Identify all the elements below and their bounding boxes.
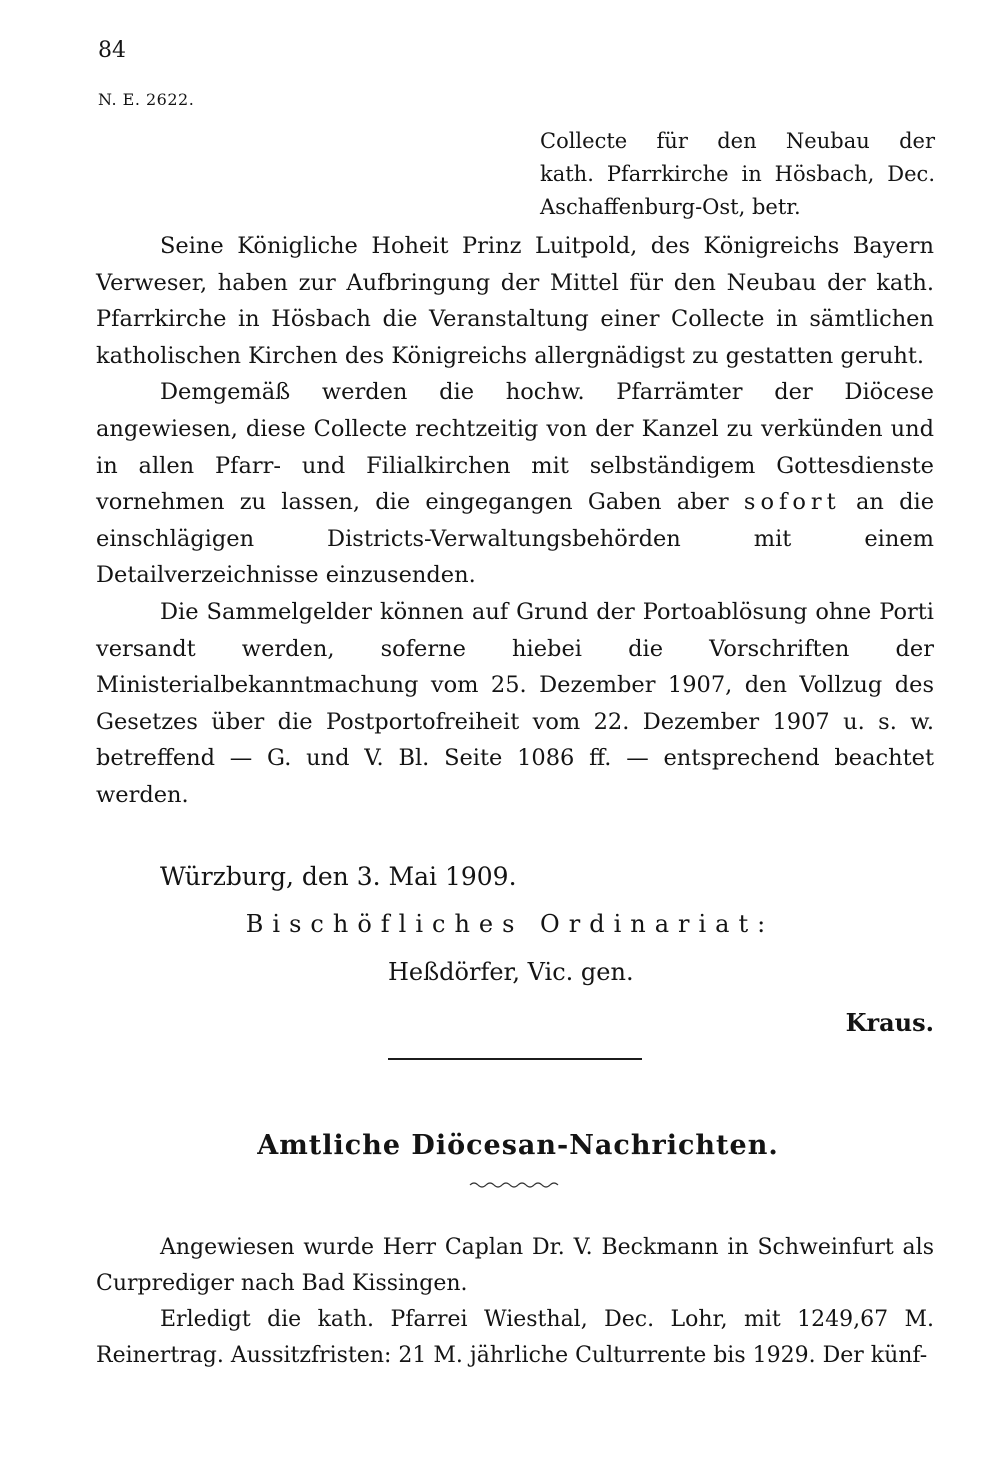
subject-line: kath. Pfarrkirche in Hösbach, Dec. xyxy=(540,162,935,186)
news-item: Angewiesen wurde Herr Caplan Dr. V. Beckmann in Schweinfurt als Curprediger nach Bad Kissingen. xyxy=(96,1235,934,1296)
emphasis-sofort: sofort xyxy=(743,489,841,516)
diocesan-news xyxy=(96,1230,934,1374)
paragraph-instruction xyxy=(96,374,934,594)
issuing-authority: Bischöfliches Ordinariat: xyxy=(245,910,775,938)
instruction-text: Demgemäß werden die hochw. Pfarrämter der Diöcese angewiesen, diese Collecte rechtzeitig von der Kanzel zu verkünden und in allen Pfarr- und Filialkirchen mit selbständigem Gottesdienste vornehmen zu lassen, die eingegangen Gaben aber xyxy=(96,379,934,516)
signature-vicar-general: Heßdörfer, Vic. gen. xyxy=(388,958,634,986)
main-text xyxy=(96,228,934,814)
page-number: 84 xyxy=(98,38,126,63)
paragraph-postage: Die Sammelgelder können auf Grund der Portoablösung ohne Porti versandt werden, soferne hiebei die Vorschriften der Ministerialbekanntmachung vom 25. Dezember 1907, den Vollzug des Gesetzes über die Postportofreiheit vom 22. Dezember 1907 u. s. w. betreffend — G. und V. Bl. Seite 1086 ff. — entsprechend beachtet werden. xyxy=(96,598,934,808)
instruction-text-end: an die einschlägigen Districts-Verwaltungsbehörden mit einem Detailverzeichnisse einzusenden. xyxy=(96,489,935,589)
section-divider xyxy=(388,1058,642,1060)
subject-heading xyxy=(540,125,935,224)
reference-number: N. E. 2622. xyxy=(98,90,195,109)
dateline: Würzburg, den 3. Mai 1909. xyxy=(160,862,517,891)
subject-line: Aschaffenburg-Ost, betr. xyxy=(540,195,801,219)
section-title: Amtliche Diöcesan-Nachrichten. xyxy=(257,1130,779,1161)
wave-ornament-icon xyxy=(468,1180,564,1190)
signature-secretary: Kraus. xyxy=(845,1008,934,1037)
paragraph-decree: Seine Königliche Hoheit Prinz Luitpold, des Königreichs Bayern Verweser, haben zur Aufbringung der Mittel für den Neubau der kath. Pfarrkirche in Hösbach die Veranstaltung einer Collecte in sämtlichen katholischen Kirchen des Königreichs allergnädigst zu gestatten geruht. xyxy=(96,233,934,369)
news-item: Erledigt die kath. Pfarrei Wiesthal, Dec. Lohr, mit 1249,67 M. Reinertrag. Aussitzfristen: 21 M. jährliche Culturrente bis 1929. Der künf- xyxy=(96,1307,934,1368)
subject-line: Collecte für den Neubau der xyxy=(540,129,935,153)
